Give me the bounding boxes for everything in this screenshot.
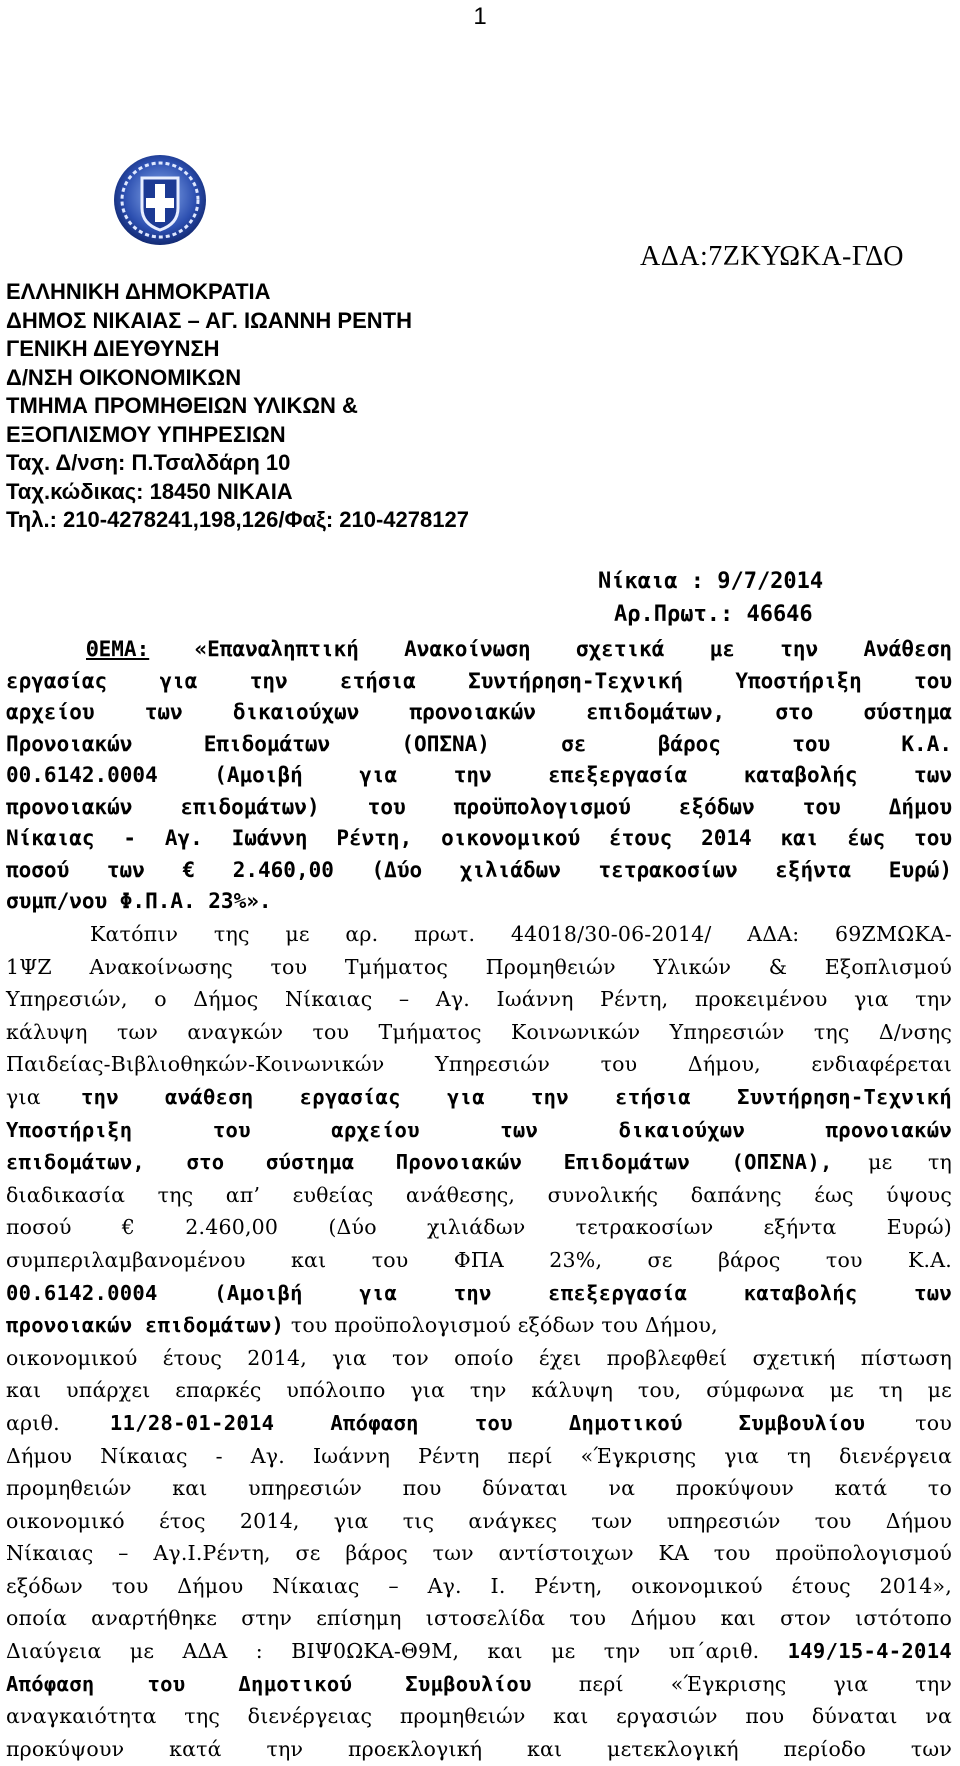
body-line: κάλυψη των αναγκών του Τμήματος Κοινωνικών Υπηρεσιών της Δ/νσης [6, 1019, 952, 1044]
body-line: Νίκαιας – Αγ.Ι.Ρέντη, σε βάρος των αντίστοιχων ΚΑ του προϋπολογισμού [6, 1541, 952, 1566]
body-line: 00.6142.0004 (Αμοιβή για την επεξεργασία καταβολής των [6, 1280, 952, 1305]
header-line: Ταχ. Δ/νση: Π.Τσαλδάρη 10 [6, 450, 291, 475]
body-line: εξόδων του Δήμου Νίκαιας – Αγ. Ι. Ρέντη, οικονομικού έτους 2014», [6, 1573, 952, 1598]
page-number: 1 [473, 3, 487, 30]
ada-code: ΑΔΑ:7ΖΚΥΩΚΑ-ΓΔΟ [640, 241, 904, 272]
header-line: Ταχ.κώδικας: 18450 ΝΙΚΑΙΑ [6, 478, 293, 504]
body-line: προμηθειών και υπηρεσιών που δύναται να προκύψουν κατά το [6, 1476, 952, 1501]
body-line: Δήμου Νίκαιας - Αγ. Ιωάννη Ρέντη περί «Έγκρισης για τη διενέργεια [6, 1443, 952, 1468]
issuer-header [6, 278, 626, 535]
date-line: Νίκαια : 9/7/2014 [598, 569, 824, 594]
subject-line: εργασίας για την ετήσια Συντήρηση-Τεχνική Υποστήριξη του [6, 668, 952, 693]
protocol-number: Αρ.Πρωτ.: 46646 [614, 602, 813, 627]
body-line: Παιδείας-Βιβλιοθηκών-Κοινωνικών Υπηρεσιών του Δήμου, ενδιαφέρεται [6, 1052, 952, 1077]
header-line: Δ/ΝΣΗ ΟΙΚΟΝΟΜΙΚΩΝ [6, 364, 242, 390]
subject-label: ΘΕΜΑ: [86, 637, 150, 661]
hellenic-emblem-icon [110, 150, 210, 250]
subject-line: Νίκαιας - Αγ. Ιωάννη Ρέντη, οικονομικού έτους 2014 και έως του [6, 826, 952, 850]
body-line: συμπεριλαμβανομένου και του ΦΠΑ 23%, σε βάρος του Κ.Α. [6, 1247, 952, 1272]
body-line: επιδομάτων, στο σύστημα Προνοιακών Επιδομάτων (ΟΠΣΝΑ), με τη [6, 1150, 952, 1175]
subject-line: αρχείου των δικαιούχων προνοιακών επιδομάτων, στο σύστημα [6, 700, 952, 724]
subject-block [6, 634, 952, 918]
subject-line: ΘΕΜΑ: «Επαναληπτική Ανακοίνωση σχετικά με την Ανάθεση [86, 637, 952, 661]
body-line: Διαύγεια με ΑΔΑ : ΒΙΨ0ΩΚΑ-Θ9Μ, και με την υπ΄αριθ. 149/15-4-2014 [6, 1639, 952, 1664]
body-line: ποσού € 2.460,00 (Δύο χιλιάδων τετρακοσίων εξήντα Ευρώ) [6, 1215, 952, 1240]
body-line: Υπηρεσιών, ο Δήμος Νίκαιας – Αγ. Ιωάννη Ρέντη, προκειμένου για την [6, 987, 952, 1012]
body-line: οικονομικό έτος 2014, για τις ανάγκες των υπηρεσιών του Δήμου [6, 1508, 952, 1533]
subject-line: Προνοιακών Επιδομάτων (ΟΠΣΝΑ) σε βάρος του Κ.Α. [6, 731, 952, 756]
body-line: οικονομικού έτους 2014, για τον οποίο έχει προβλεφθεί σχετική πίστωση [6, 1345, 952, 1370]
subject-line: 00.6142.0004 (Αμοιβή για την επεξεργασία καταβολής των [6, 763, 952, 787]
header-line: ΓΕΝΙΚΗ ΔΙΕΥΘΥΝΣΗ [6, 336, 220, 361]
subject-line: συμπ/νου Φ.Π.Α. 23%». [6, 889, 272, 913]
body-line: και υπάρχει επαρκές υπόλοιπο για την κάλυψη του, σύμφωνα με τη με [6, 1378, 952, 1403]
header-line: ΔΗΜΟΣ ΝΙΚΑΙΑΣ – ΑΓ. ΙΩΑΝΝΗ ΡΕΝΤΗ [6, 307, 412, 333]
body-line: για την ανάθεση εργασίας για την ετήσια Συντήρηση-Τεχνική [6, 1084, 952, 1109]
header-line: ΤΜΗΜΑ ΠΡΟΜΗΘΕΙΩΝ ΥΛΙΚΩΝ & [6, 393, 358, 418]
header-line: ΕΛΛΗΝΙΚΗ ΔΗΜΟΚΡΑΤΙΑ [6, 279, 271, 304]
subject-line: ποσού των € 2.460,00 (Δύο χιλιάδων τετρακοσίων εξήντα Ευρώ) [6, 857, 952, 882]
body-line: προνοιακών επιδομάτων) του προϋπολογισμού εξόδων του Δήμου, [6, 1313, 718, 1338]
body-line: αριθ. 11/28-01-2014 Απόφαση του Δημοτικού Συμβουλίου του [6, 1410, 952, 1435]
body-line: Απόφαση του Δημοτικού Συμβουλίου περί «Έγκρισης για την [6, 1671, 953, 1696]
body-text [6, 918, 952, 1765]
body-line: οποία αναρτήθηκε στην επίσημη ιστοσελίδα του Δήμου και στον ιστότοπο [6, 1606, 952, 1631]
subject-line: προνοιακών επιδομάτων) του προϋπολογισμού εξόδων του Δήμου [6, 794, 952, 819]
body-line: προκύψουν κατά την προεκλογική και μετεκλογική περίοδο των [6, 1736, 952, 1761]
body-line: αναγκαιότητα της διενέργειας προμηθειών και εργασιών που δύναται να [6, 1704, 952, 1729]
body-line: 1ΨΖ Ανακοίνωσης του Τμήματος Προμηθειών Υλικών & Εξοπλισμού [6, 954, 952, 979]
header-line: ΕΞΟΠΛΙΣΜΟΥ ΥΠΗΡΕΣΙΩΝ [6, 421, 286, 447]
body-line: Κατόπιν της με αρ. πρωτ. 44018/30-06-2014/ ΑΔΑ: 69ΖΜΩΚΑ- [90, 922, 952, 946]
body-line: διαδικασία της απ’ ευθείας ανάθεσης, συνολικής δαπάνης έως ύψους [6, 1182, 952, 1207]
header-line: Τηλ.: 210-4278241,198,126/Φαξ: 210-4278127 [6, 507, 469, 532]
body-line: Υποστήριξη του αρχείου των δικαιούχων προνοιακών [6, 1117, 952, 1142]
